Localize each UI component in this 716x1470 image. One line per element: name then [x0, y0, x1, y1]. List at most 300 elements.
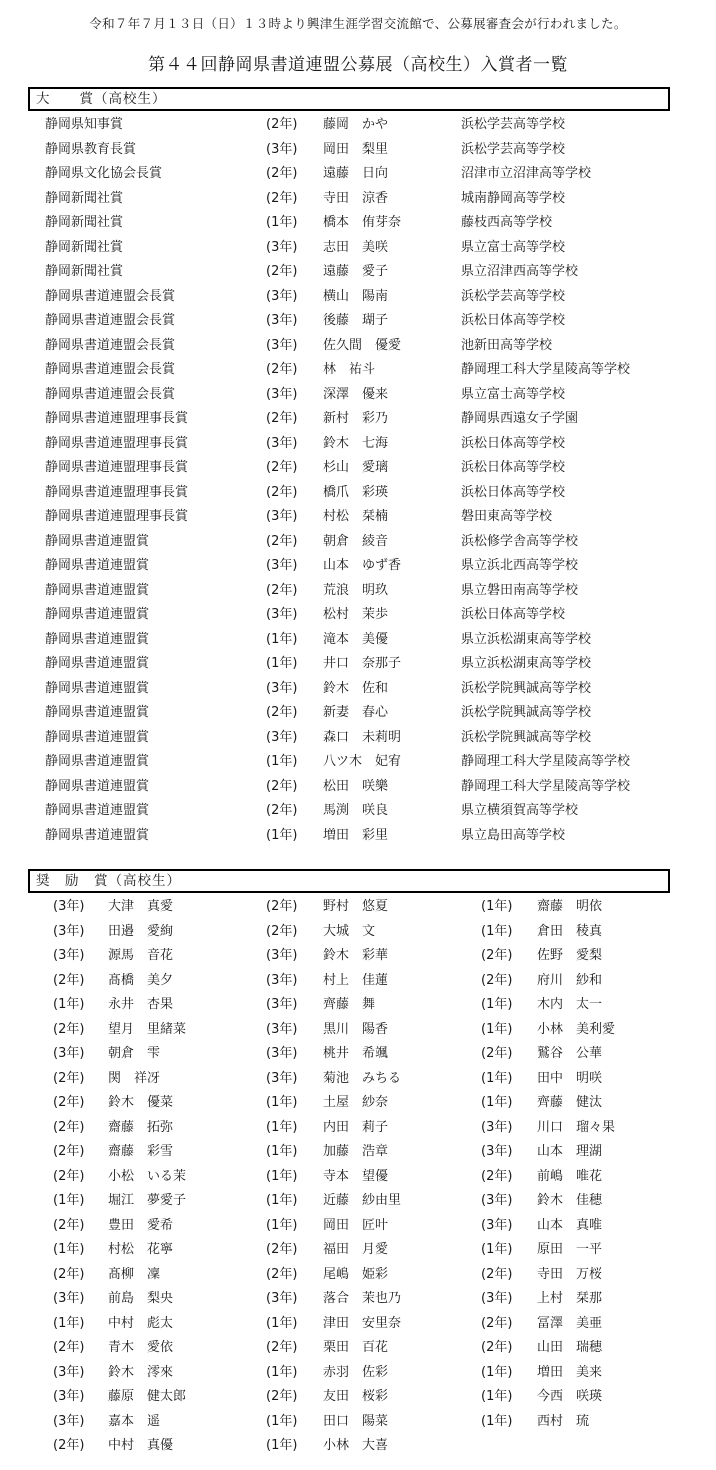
student-grade: (1年): [266, 1364, 298, 1380]
student-grade: (2年): [53, 1266, 85, 1282]
student-grade: (2年): [266, 778, 298, 794]
student-grade: (1年): [266, 631, 298, 647]
shorei-row: [0, 1361, 716, 1386]
shorei-row: [0, 1042, 716, 1067]
student-grade: (1年): [53, 1315, 85, 1331]
school-name: 県立浜松湖東高等学校: [461, 631, 592, 647]
award-name: 静岡県書道連盟賞: [45, 803, 150, 818]
shorei-row: [0, 944, 716, 969]
student-name: 土屋 紗奈: [323, 1095, 389, 1110]
award-name: 静岡県書道連盟賞: [45, 558, 150, 573]
taisho-row: [0, 432, 716, 457]
shorei-row: [0, 895, 716, 920]
taisho-row: [0, 824, 716, 849]
taisho-row: [0, 775, 716, 800]
student-name: 鈴木 七海: [323, 435, 389, 451]
taisho-row: [0, 701, 716, 726]
student-name: 村松 花寧: [108, 1242, 174, 1257]
student-grade: (2年): [53, 1021, 85, 1037]
taisho-row: [0, 162, 716, 187]
award-name: 静岡県教育長賞: [45, 141, 137, 157]
student-grade: (2年): [266, 1266, 298, 1282]
student-grade: (1年): [266, 1144, 298, 1159]
school-name: 静岡理工科大学星陵高等学校: [461, 362, 631, 377]
school-name: 浜松日体高等学校: [461, 460, 566, 475]
student-name: 遠藤 愛子: [323, 264, 389, 279]
student-grade: (1年): [266, 1217, 298, 1233]
student-name: 山本 真唯: [537, 1217, 603, 1233]
student-grade: (3年): [266, 1021, 298, 1037]
school-name: 県立富士高等学校: [461, 386, 566, 402]
student-grade: (3年): [481, 1144, 513, 1159]
taisho-row: [0, 628, 716, 653]
student-name: 八ツ木 妃宥: [323, 754, 402, 769]
school-name: 浜松学芸高等学校: [461, 141, 566, 157]
student-name: 小林 大喜: [323, 1438, 389, 1453]
shorei-section-header: 奨 励 賞（高校生）: [28, 869, 670, 893]
shorei-row: [0, 1189, 716, 1214]
student-name: 松田 咲樂: [323, 778, 389, 794]
student-name: 齊藤 健汰: [537, 1095, 603, 1110]
shorei-row: [0, 1312, 716, 1337]
award-name: 静岡県書道連盟賞: [45, 729, 150, 745]
student-grade: (2年): [481, 948, 513, 963]
student-grade: (2年): [53, 1095, 85, 1110]
student-grade: (2年): [481, 1315, 513, 1331]
student-name: 赤羽 佐彩: [323, 1364, 389, 1380]
taisho-section-header: 大 賞（高校生）: [28, 87, 670, 111]
student-name: 新妻 春心: [323, 705, 389, 720]
shorei-list: [0, 895, 716, 1459]
student-name: 朝倉 綾音: [323, 533, 389, 549]
student-grade: (2年): [481, 972, 513, 988]
student-name: 永井 杏果: [108, 997, 174, 1012]
shorei-row: [0, 1263, 716, 1288]
taisho-row: [0, 530, 716, 555]
student-grade: (3年): [266, 1291, 298, 1306]
student-grade: (3年): [481, 1193, 513, 1208]
student-grade: (1年): [481, 923, 513, 939]
student-grade: (1年): [266, 1119, 298, 1135]
page-title: 第４４回静岡県書道連盟公募展（高校生）入賞者一覧: [148, 55, 568, 75]
student-name: 中村 彪太: [108, 1315, 174, 1331]
taisho-row: [0, 554, 716, 579]
student-name: 山田 瑞穂: [537, 1340, 603, 1355]
student-name: 寺本 望優: [323, 1168, 389, 1184]
student-grade: (2年): [53, 1070, 85, 1086]
shorei-row: [0, 993, 716, 1018]
shorei-row: [0, 1287, 716, 1312]
student-name: 齋藤 彩雪: [108, 1144, 174, 1159]
student-grade: (3年): [53, 1413, 85, 1429]
student-name: 関 祥冴: [108, 1070, 161, 1086]
student-name: 深澤 優来: [323, 386, 389, 402]
intro-text: 令和７年７月１３日（日）１３時より興津生涯学習交流館で、公募展審査会が行われました。: [89, 16, 627, 31]
student-grade: (2年): [266, 411, 298, 426]
student-name: 髙橋 美夕: [108, 972, 174, 988]
taisho-row: [0, 603, 716, 628]
student-name: 鈴木 佳穂: [537, 1193, 603, 1208]
award-name: 静岡県書道連盟賞: [45, 607, 150, 622]
student-name: 川口 瑠々果: [537, 1119, 616, 1135]
student-grade: (1年): [481, 1021, 513, 1037]
shorei-row: [0, 1238, 716, 1263]
student-name: 嘉本 遥: [108, 1413, 161, 1429]
student-name: 上村 栞那: [537, 1291, 603, 1306]
award-name: 静岡新聞社賞: [45, 264, 124, 279]
taisho-row: [0, 260, 716, 285]
student-name: 小松 いる茉: [108, 1168, 187, 1184]
taisho-row: [0, 677, 716, 702]
student-grade: (2年): [53, 1119, 85, 1135]
school-name: 県立島田高等学校: [461, 827, 566, 843]
student-name: 望月 里緒菜: [108, 1021, 187, 1037]
award-name: 静岡県書道連盟会長賞: [45, 313, 176, 328]
award-name: 静岡県書道連盟賞: [45, 680, 150, 696]
student-grade: (2年): [481, 1168, 513, 1184]
student-name: 田邉 愛絢: [108, 923, 174, 939]
school-name: 静岡県西遠女子学園: [461, 411, 579, 426]
taisho-row: [0, 309, 716, 334]
award-name: 静岡県書道連盟理事長賞: [45, 460, 189, 475]
student-grade: (1年): [481, 1070, 513, 1086]
student-grade: (1年): [53, 997, 85, 1012]
student-grade: (2年): [266, 484, 298, 500]
student-name: 田中 明咲: [537, 1070, 603, 1086]
taisho-list: [0, 113, 716, 848]
school-name: 浜松学芸高等学校: [461, 288, 566, 304]
student-grade: (2年): [266, 117, 298, 132]
award-name: 静岡新聞社賞: [45, 239, 124, 255]
taisho-row: [0, 407, 716, 432]
student-grade: (2年): [266, 1389, 298, 1404]
shorei-row: [0, 1067, 716, 1092]
school-name: 浜松日体高等学校: [461, 607, 566, 622]
student-grade: (2年): [53, 1168, 85, 1184]
award-name: 静岡県文化協会長賞: [45, 166, 163, 181]
student-name: 山本 理湖: [537, 1144, 603, 1159]
student-grade: (3年): [53, 1389, 85, 1404]
student-grade: (3年): [266, 558, 298, 573]
taisho-row: [0, 505, 716, 530]
student-name: 滝本 美優: [323, 631, 389, 647]
taisho-row: [0, 652, 716, 677]
shorei-row: [0, 1091, 716, 1116]
student-name: 尾嶋 姫彩: [323, 1266, 389, 1282]
student-grade: (3年): [266, 680, 298, 696]
award-name: 静岡県書道連盟会長賞: [45, 386, 176, 402]
school-name: 県立沼津西高等学校: [461, 264, 579, 279]
school-name: 池新田高等学校: [461, 337, 553, 353]
award-name: 静岡県書道連盟理事長賞: [45, 411, 189, 426]
student-grade: (1年): [266, 1413, 298, 1429]
student-grade: (3年): [266, 141, 298, 157]
school-name: 藤枝西高等学校: [461, 215, 553, 230]
school-name: 浜松修学舎高等学校: [461, 533, 579, 549]
student-grade: (2年): [266, 705, 298, 720]
award-name: 静岡県書道連盟賞: [45, 656, 150, 671]
shorei-row: [0, 1336, 716, 1361]
student-name: 桃井 希颯: [323, 1046, 389, 1061]
school-name: 浜松日体高等学校: [461, 435, 566, 451]
student-grade: (3年): [481, 1119, 513, 1135]
school-name: 浜松学院興誠高等学校: [461, 705, 592, 720]
student-grade: (2年): [266, 923, 298, 939]
student-name: 前島 梨央: [108, 1291, 174, 1306]
student-grade: (3年): [266, 239, 298, 255]
student-grade: (1年): [266, 1438, 298, 1453]
student-name: 増田 美来: [537, 1364, 603, 1380]
school-name: 沼津市立沼津高等学校: [461, 166, 592, 181]
student-grade: (2年): [266, 803, 298, 818]
school-name: 県立富士高等学校: [461, 239, 566, 255]
student-name: 後藤 瑚子: [323, 313, 389, 328]
school-name: 浜松学院興誠高等学校: [461, 729, 592, 745]
student-grade: (3年): [266, 1046, 298, 1061]
student-name: 髙柳 凜: [108, 1266, 161, 1282]
student-grade: (2年): [266, 460, 298, 475]
student-grade: (3年): [53, 948, 85, 963]
student-name: 菊池 みちる: [323, 1070, 402, 1086]
student-grade: (1年): [481, 1389, 513, 1404]
student-name: 前嶋 唯花: [537, 1168, 603, 1184]
taisho-row: [0, 579, 716, 604]
student-grade: (1年): [481, 1413, 513, 1429]
student-name: 齊藤 舞: [323, 997, 376, 1012]
taisho-row: [0, 358, 716, 383]
student-name: 村松 栞楠: [323, 509, 389, 524]
student-name: 近藤 紗由里: [323, 1193, 402, 1208]
student-name: 野村 悠夏: [323, 899, 389, 914]
student-grade: (1年): [266, 656, 298, 671]
student-name: 青木 愛依: [108, 1340, 174, 1355]
student-name: 今西 咲瑛: [537, 1389, 603, 1404]
student-grade: (1年): [481, 1364, 513, 1380]
student-grade: (1年): [481, 1242, 513, 1257]
student-grade: (2年): [53, 1438, 85, 1453]
award-name: 静岡県書道連盟理事長賞: [45, 484, 189, 500]
student-name: 村上 佳蓮: [323, 972, 389, 988]
school-name: 県立浜北西高等学校: [461, 558, 579, 573]
school-name: 県立横須賀高等学校: [461, 803, 579, 818]
student-grade: (1年): [53, 1242, 85, 1257]
student-name: 豊田 愛希: [108, 1217, 174, 1233]
student-name: 源馬 音花: [108, 948, 174, 963]
school-name: 静岡理工科大学星陵高等学校: [461, 778, 631, 794]
award-name: 静岡県知事賞: [45, 117, 124, 132]
student-name: 鈴木 佐和: [323, 680, 389, 696]
student-grade: (1年): [266, 827, 298, 843]
student-grade: (1年): [266, 215, 298, 230]
student-grade: (3年): [266, 386, 298, 402]
taisho-row: [0, 750, 716, 775]
student-grade: (2年): [481, 1266, 513, 1282]
student-name: 志田 美咲: [323, 239, 389, 255]
student-grade: (3年): [266, 313, 298, 328]
shorei-row: [0, 1018, 716, 1043]
student-name: 横山 陽南: [323, 288, 389, 304]
student-name: 西村 琉: [537, 1413, 590, 1429]
student-grade: (3年): [266, 435, 298, 451]
student-grade: (2年): [266, 1340, 298, 1355]
taisho-row: [0, 211, 716, 236]
student-name: 橋爪 彩瑛: [323, 484, 389, 500]
student-grade: (2年): [53, 1340, 85, 1355]
student-grade: (2年): [53, 972, 85, 988]
student-name: 松村 茉歩: [323, 607, 389, 622]
student-grade: (3年): [481, 1291, 513, 1306]
student-name: 井口 奈那子: [323, 656, 402, 671]
student-name: 齋藤 明依: [537, 899, 603, 914]
student-name: 鈴木 彩華: [323, 948, 389, 963]
shorei-row: [0, 1140, 716, 1165]
student-grade: (2年): [266, 1242, 298, 1257]
taisho-row: [0, 726, 716, 751]
student-grade: (3年): [266, 948, 298, 963]
student-grade: (3年): [266, 509, 298, 524]
taisho-row: [0, 383, 716, 408]
student-name: 冨澤 美亜: [537, 1315, 603, 1331]
shorei-row: [0, 920, 716, 945]
student-name: 鷲谷 公華: [537, 1046, 603, 1061]
student-grade: (2年): [266, 533, 298, 549]
student-grade: (1年): [53, 1193, 85, 1208]
student-name: 大津 真愛: [108, 899, 174, 914]
award-name: 静岡県書道連盟会長賞: [45, 362, 176, 377]
student-grade: (2年): [266, 166, 298, 181]
student-name: 原田 一平: [537, 1242, 603, 1257]
taisho-row: [0, 113, 716, 138]
student-grade: (2年): [266, 264, 298, 279]
award-name: 静岡県書道連盟賞: [45, 705, 150, 720]
award-name: 静岡県書道連盟会長賞: [45, 288, 176, 304]
student-grade: (2年): [53, 1217, 85, 1233]
student-name: 橋本 侑芽奈: [323, 215, 402, 230]
award-name: 静岡新聞社賞: [45, 215, 124, 230]
student-name: 林 祐斗: [323, 362, 376, 377]
student-name: 加藤 浩章: [323, 1144, 389, 1159]
student-name: 落合 茉也乃: [323, 1291, 402, 1306]
taisho-row: [0, 187, 716, 212]
student-grade: (1年): [266, 1315, 298, 1331]
student-name: 内田 莉子: [323, 1119, 389, 1135]
shorei-row: [0, 1214, 716, 1239]
student-name: 朝倉 雫: [108, 1046, 161, 1061]
school-name: 城南静岡高等学校: [461, 190, 566, 206]
student-name: 寺田 涼香: [323, 190, 389, 206]
student-grade: (3年): [266, 607, 298, 622]
school-name: 浜松日体高等学校: [461, 484, 566, 500]
student-name: 府川 紗和: [537, 972, 603, 988]
student-name: 馬渕 咲良: [323, 803, 389, 818]
student-name: 荒浪 明玖: [323, 582, 389, 598]
student-grade: (1年): [481, 997, 513, 1012]
student-grade: (3年): [266, 972, 298, 988]
award-name: 静岡県書道連盟理事長賞: [45, 435, 189, 451]
student-name: 堀江 夢愛子: [108, 1193, 187, 1208]
student-name: 藤原 健太郎: [108, 1389, 187, 1404]
student-name: 木内 太一: [537, 997, 603, 1012]
student-grade: (3年): [53, 1364, 85, 1380]
student-grade: (3年): [481, 1217, 513, 1233]
student-name: 藤岡 かや: [323, 117, 389, 132]
student-name: 大城 文: [323, 923, 376, 939]
shorei-row: [0, 1434, 716, 1459]
student-grade: (2年): [53, 1144, 85, 1159]
taisho-row: [0, 138, 716, 163]
student-name: 栗田 百花: [323, 1340, 389, 1355]
shorei-row: [0, 1410, 716, 1435]
student-name: 増田 彩里: [323, 827, 389, 843]
student-name: 津田 安里奈: [323, 1315, 402, 1331]
award-name: 静岡県書道連盟賞: [45, 533, 150, 549]
student-name: 杉山 愛璃: [323, 460, 389, 475]
school-name: 浜松日体高等学校: [461, 313, 566, 328]
student-name: 中村 真優: [108, 1438, 174, 1453]
student-name: 森口 未莉明: [323, 729, 402, 745]
student-grade: (3年): [53, 1046, 85, 1061]
school-name: 静岡理工科大学星陵高等学校: [461, 754, 631, 769]
student-grade: (1年): [266, 1193, 298, 1208]
student-grade: (3年): [53, 899, 85, 914]
school-name: 県立浜松湖東高等学校: [461, 656, 592, 671]
award-name: 静岡県書道連盟賞: [45, 827, 150, 843]
school-name: 磐田東高等学校: [461, 509, 553, 524]
shorei-row: [0, 1116, 716, 1141]
student-grade: (1年): [481, 1095, 513, 1110]
student-name: 鈴木 優菜: [108, 1095, 174, 1110]
student-grade: (3年): [266, 1070, 298, 1086]
student-name: 岡田 梨里: [323, 141, 389, 157]
student-name: 福田 月愛: [323, 1242, 389, 1257]
award-name: 静岡県書道連盟賞: [45, 754, 150, 769]
student-grade: (1年): [266, 1095, 298, 1110]
shorei-row: [0, 1165, 716, 1190]
student-name: 友田 桜彩: [323, 1389, 389, 1404]
student-grade: (3年): [266, 288, 298, 304]
school-name: 浜松学芸高等学校: [461, 117, 566, 132]
taisho-row: [0, 481, 716, 506]
award-name: 静岡新聞社賞: [45, 190, 124, 206]
student-grade: (2年): [266, 582, 298, 598]
student-grade: (3年): [266, 337, 298, 353]
shorei-row: [0, 969, 716, 994]
student-grade: (3年): [53, 1291, 85, 1306]
school-name: 県立磐田南高等学校: [461, 582, 579, 598]
student-grade: (2年): [481, 1046, 513, 1061]
taisho-row: [0, 456, 716, 481]
student-name: 鈴木 澪來: [108, 1364, 174, 1380]
student-name: 田口 陽菜: [323, 1413, 389, 1429]
award-name: 静岡県書道連盟賞: [45, 582, 150, 598]
school-name: 浜松学院興誠高等学校: [461, 680, 592, 696]
award-name: 静岡県書道連盟理事長賞: [45, 509, 189, 524]
award-name: 静岡県書道連盟賞: [45, 778, 150, 794]
student-grade: (2年): [266, 362, 298, 377]
student-grade: (2年): [481, 1340, 513, 1355]
student-name: 齋藤 拓弥: [108, 1119, 174, 1135]
student-name: 小林 美利愛: [537, 1021, 616, 1037]
student-grade: (1年): [266, 1168, 298, 1184]
student-grade: (2年): [266, 899, 298, 914]
student-name: 倉田 稜真: [537, 923, 603, 939]
award-name: 静岡県書道連盟賞: [45, 631, 150, 647]
student-grade: (2年): [266, 190, 298, 206]
student-name: 黒川 陽香: [323, 1021, 389, 1037]
taisho-row: [0, 236, 716, 261]
student-name: 寺田 万桜: [537, 1266, 603, 1282]
student-name: 佐久間 優愛: [323, 337, 402, 353]
